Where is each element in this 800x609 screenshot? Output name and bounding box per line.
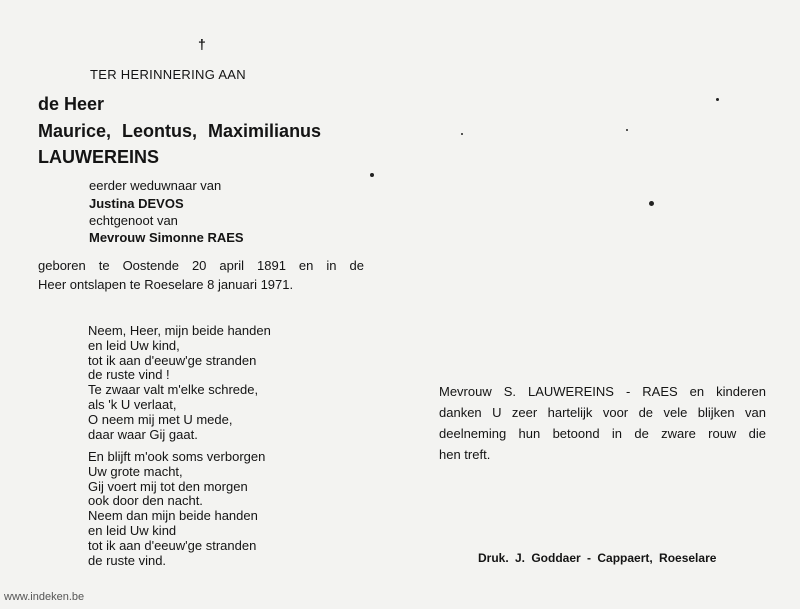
birth-line-2: Heer ontslapen te Roeselare 8 januari 1971. <box>38 277 294 292</box>
relation-spouse-label: echtgenoot van <box>89 213 178 228</box>
relation-first-wife: Justina DEVOS <box>89 196 184 211</box>
poem-line: Te zwaar valt m'elke schrede, <box>88 382 259 398</box>
given-names: Maurice, Leontus, Maximilianus <box>38 121 322 141</box>
poem-line: Neem dan mijn beide handen <box>88 508 258 524</box>
poem-line: Neem, Heer, mijn beide handen <box>88 323 271 338</box>
poem-line: tot ik aan d'eeuw'ge stranden <box>88 352 257 368</box>
thanks-line-1: Mevrouw S. LAUWEREINS - RAES en kinderen <box>439 384 766 399</box>
poem-line: Gij voert mij tot den morgen <box>88 478 248 494</box>
relation-widower-label: eerder weduwnaar van <box>89 178 222 193</box>
intro-text: TER HERINNERING AAN <box>90 67 246 82</box>
printer-credit: Druk. J. Goddaer - Cappaert, Roeselare <box>478 551 717 565</box>
cross-symbol: † <box>198 36 206 52</box>
poem-line: de ruste vind ! <box>88 367 170 383</box>
thanks-line-3: deelneming hun betoond in de zware rouw die <box>439 426 766 441</box>
poem-line: en leid Uw kind <box>88 522 177 538</box>
surname: LAUWEREINS <box>38 147 159 167</box>
relation-second-wife: Mevrouw Simonne RAES <box>89 230 244 245</box>
poem-line: tot ik aan d'eeuw'ge stranden <box>88 537 257 553</box>
poem-stanza-1 <box>88 324 271 442</box>
poem-stanza-2 <box>88 450 265 568</box>
watermark: www.indeken.be <box>4 591 85 603</box>
thanks-line-4: hen treft. <box>439 447 491 462</box>
print-speck <box>461 133 463 135</box>
honorific: de Heer <box>38 94 105 114</box>
print-speck <box>716 98 719 101</box>
poem-line: de ruste vind. <box>88 552 167 568</box>
poem-line: als 'k U verlaat, <box>88 396 177 412</box>
thanks-line-2: danken U zeer hartelijk voor de vele blijken van <box>439 405 766 420</box>
print-speck <box>370 173 374 177</box>
poem-line: Uw grote macht, <box>88 463 183 479</box>
birth-line-1: geboren te Oostende 20 april 1891 en in de <box>38 258 364 273</box>
poem-line: ook door den nacht. <box>88 493 203 509</box>
print-speck <box>649 201 654 206</box>
poem-line: En blijft m'ook soms verborgen <box>88 449 266 464</box>
thanks-message <box>439 381 766 465</box>
poem-line: en leid Uw kind, <box>88 337 180 353</box>
poem-line: daar waar Gij gaat. <box>88 426 198 442</box>
poem-line: O neem mij met U mede, <box>88 411 233 427</box>
birth-death-statement <box>38 256 364 294</box>
print-speck <box>626 129 628 131</box>
